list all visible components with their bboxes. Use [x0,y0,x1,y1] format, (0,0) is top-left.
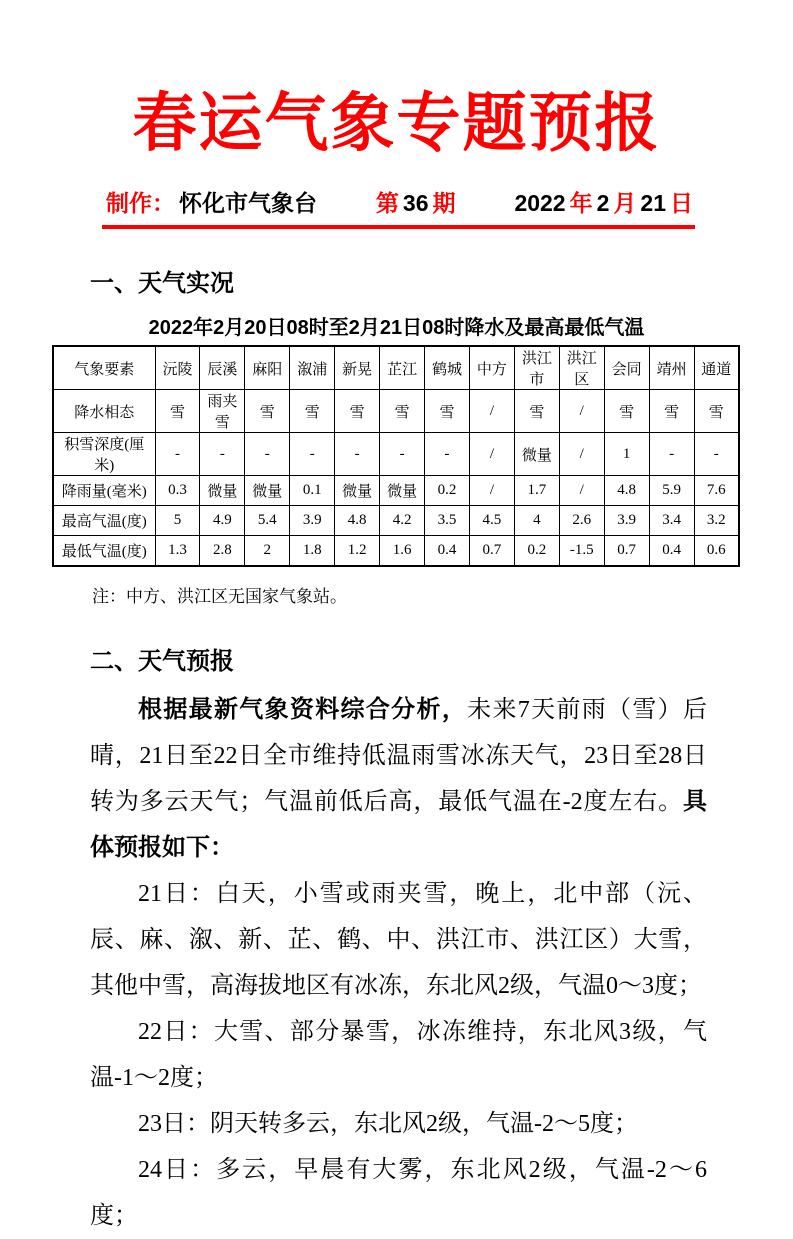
table-header-cell: 洪江市 [514,346,559,390]
table-cell: 微量 [200,476,245,506]
producer-label: 制作： [106,190,175,217]
forecast-intro-paragraph [90,687,707,871]
forecast-day-21: 21日：白天，小雪或雨夹雪，晚上，北中部（沅、辰、麻、溆、新、芷、鹤、中、洪江市、洪江区）大雪，其他中雪，高海拔地区有冰冻，东北风2级，气温0～3度； [90,881,707,1000]
table-cell: 雪 [694,390,739,433]
table-cell: 雪 [425,390,470,433]
table-cell: - [425,433,470,476]
table-row [53,433,739,476]
table-cell: 雪 [380,390,425,433]
table-cell: 3.2 [694,506,739,536]
header-divider-rule [102,225,695,229]
issue-date [512,185,695,218]
table-cell: 雪 [290,390,335,433]
table-cell: 0.2 [425,476,470,506]
table-cell: 1.6 [380,536,425,567]
forecast-day-23: 23日：阴天转多云，东北风2级，气温-2～5度； [138,1111,638,1138]
table-cell: 微量 [335,476,380,506]
table-header-cell: 溆浦 [290,346,335,390]
table-cell: 2.6 [559,506,604,536]
table-row [53,506,739,536]
table-cell: 雪 [335,390,380,433]
forecast-intro-bold-lead: 根据最新气象资料综合分析， [138,696,468,724]
table-cell: 雪 [155,390,200,433]
table-cell: 0.7 [604,536,649,567]
table-cell: -1.5 [559,536,604,567]
weather-table-body [53,390,739,567]
table-cell: 0.1 [290,476,335,506]
date-month-unit: 月 [613,190,637,217]
table-cell: - [290,433,335,476]
table-cell: / [469,433,514,476]
table-header-cell: 靖州 [649,346,694,390]
table-row-label: 降雨量(毫米) [53,476,155,506]
forecast-day-22: 22日：大雪、部分暴雪，冰冻维持，东北风3级，气温-1～2度； [90,1019,707,1092]
table-cell: / [559,476,604,506]
date-month: 2 [596,190,610,217]
table-cell: 5 [155,506,200,536]
table-header-cell: 麻阳 [245,346,290,390]
table-cell: 0.6 [694,536,739,567]
forecast-intro-text: 未来7天前雨（雪）后晴，21日至22日全市维持低温雨雪冰冻天气，23日至28日转为多云天气；气温前低后高，最低气温在-2度左右。 [90,697,708,816]
section2-heading: 二、天气预报 [90,648,234,676]
weather-observation-table [52,345,740,567]
date-day-unit: 日 [670,190,693,217]
date-year: 2022 [514,190,566,217]
date-day: 21 [640,190,666,217]
table-cell: - [694,433,739,476]
table-header-cell: 新晃 [335,346,380,390]
document-meta-row [104,185,695,218]
table-cell: 3.9 [290,506,335,536]
table-cell: / [469,476,514,506]
table-cell: 4.2 [380,506,425,536]
table-header-cell: 会同 [604,346,649,390]
table-row-label: 积雪深度(厘米) [53,433,155,476]
table-header-cell: 中方 [469,346,514,390]
table-header-cell: 气象要素 [53,346,155,390]
table-header-cell: 鹤城 [425,346,470,390]
table-cell: 雪 [604,390,649,433]
table-cell: 雪 [649,390,694,433]
table-cell: - [335,433,380,476]
table-header-cell: 洪江区 [559,346,604,390]
table-cell: - [245,433,290,476]
section1-heading: 一、天气实况 [90,270,234,298]
forecast-day-24: 24日：多云，早晨有大雾，东北风2级，气温-2～6度； [90,1157,707,1230]
table-cell: 3.5 [425,506,470,536]
table-footnote: 注：中方、洪江区无国家气象站。 [92,587,347,607]
table-cell: 7.6 [694,476,739,506]
table-cell: 微量 [514,433,559,476]
table-cell: / [559,433,604,476]
table-cell: / [469,390,514,433]
table-row [53,476,739,506]
issue-prefix: 第 [375,190,399,217]
table-cell: 5.9 [649,476,694,506]
table-cell: 雪 [245,390,290,433]
table-cell: 4.5 [469,506,514,536]
forecast-intro-bold-tail: 具体预报如下： [90,788,707,862]
table-header-cell: 沅陵 [155,346,200,390]
table-cell: 0.3 [155,476,200,506]
table-row-label: 最低气温(度) [53,536,155,567]
table-header-cell: 辰溪 [200,346,245,390]
table-header-cell: 芷江 [380,346,425,390]
forecast-body [90,687,707,1239]
table-cell: 微量 [245,476,290,506]
table-cell: 4.8 [335,506,380,536]
weather-table-title: 2022年2月20日08时至2月21日08时降水及最高最低气温 [148,317,645,340]
date-year-unit: 年 [569,190,593,217]
table-row [53,536,739,567]
table-row-label: 最高气温(度) [53,506,155,536]
table-cell: 0.2 [514,536,559,567]
issue-suffix: 期 [432,190,456,217]
table-cell: 2 [245,536,290,567]
table-row [53,390,739,433]
table-cell: - [155,433,200,476]
table-cell: 5.4 [245,506,290,536]
weather-table-head-row [53,346,739,390]
table-cell: 2.8 [200,536,245,567]
table-cell: 1.3 [155,536,200,567]
table-cell: 0.4 [425,536,470,567]
table-header-cell: 通道 [694,346,739,390]
issue-value: 36 [402,190,429,217]
table-cell: 3.9 [604,506,649,536]
table-cell: - [380,433,425,476]
table-cell: 4 [514,506,559,536]
table-cell: 1.8 [290,536,335,567]
table-cell: 0.4 [649,536,694,567]
table-row-label: 降水相态 [53,390,155,433]
table-cell: 雨夹雪 [200,390,245,433]
table-cell: - [649,433,694,476]
table-cell: 3.4 [649,506,694,536]
table-cell: 0.7 [469,536,514,567]
table-cell: 微量 [380,476,425,506]
table-cell: 雪 [514,390,559,433]
document-page [0,82,793,1230]
issue-number [374,185,458,218]
table-cell: 1.2 [335,536,380,567]
table-cell: - [200,433,245,476]
page-title: 春运气象专题预报 [132,88,661,159]
table-cell: 4.9 [200,506,245,536]
table-cell: 1 [604,433,649,476]
producer-info [104,185,319,218]
producer-name: 怀化市气象台 [179,190,317,217]
table-cell: / [559,390,604,433]
table-cell: 4.8 [604,476,649,506]
table-cell: 1.7 [514,476,559,506]
